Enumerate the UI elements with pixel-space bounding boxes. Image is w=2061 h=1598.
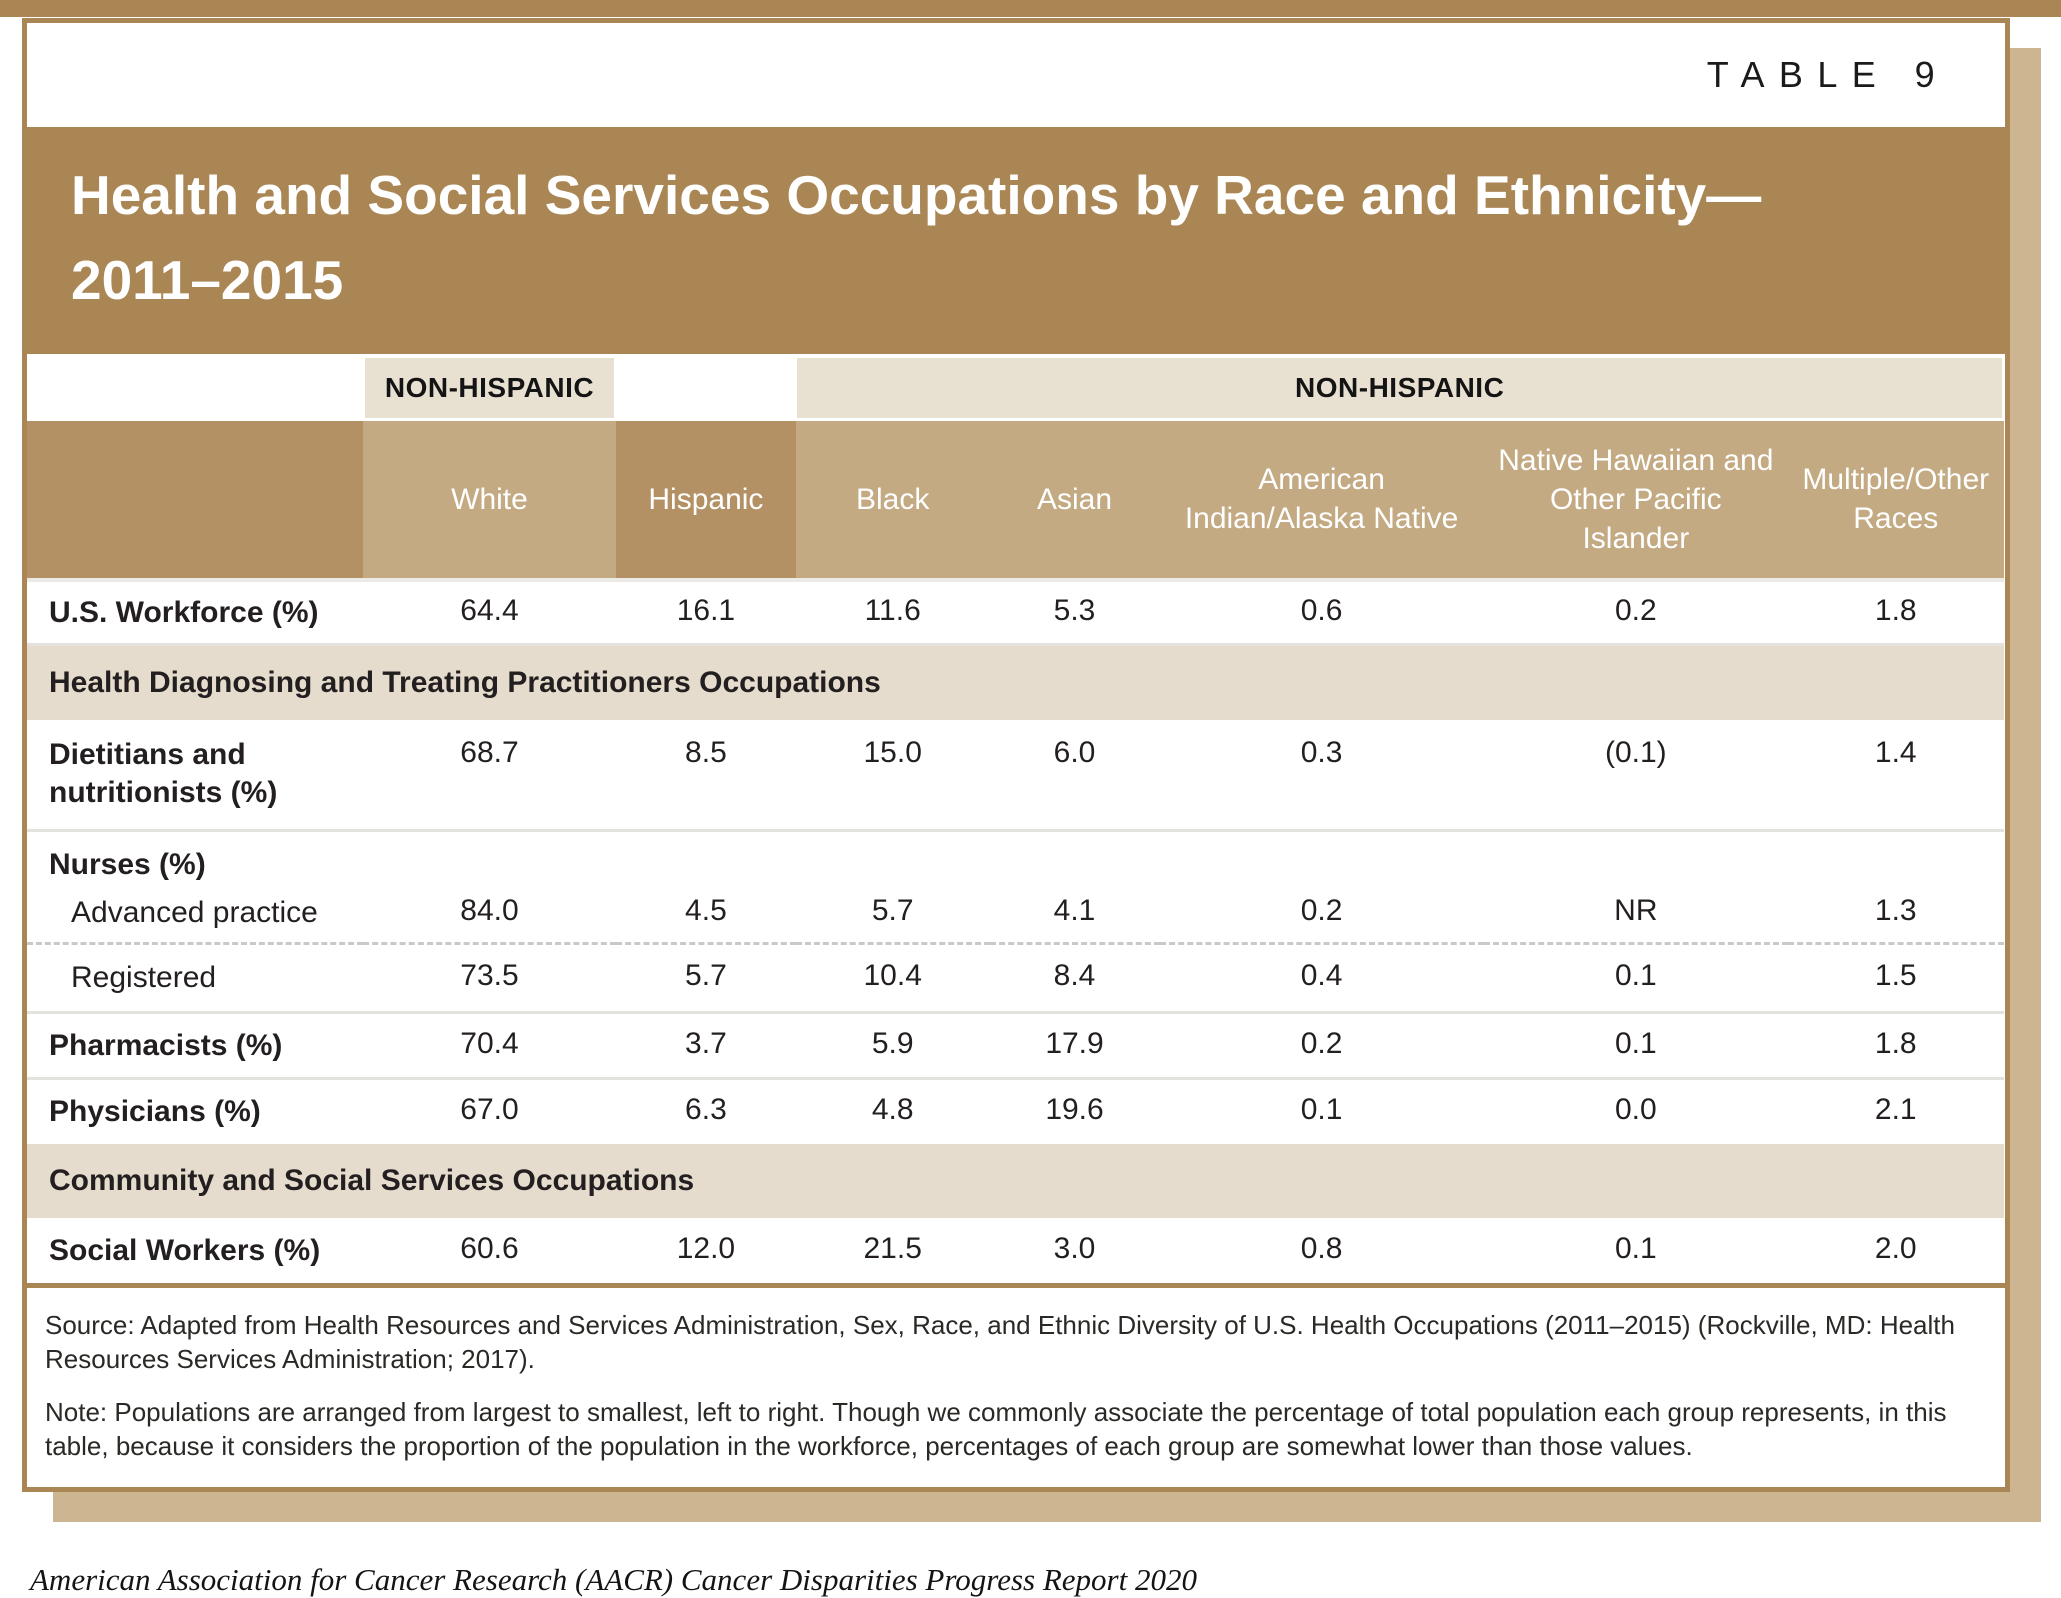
table-row-social-workers	[27, 1218, 2004, 1284]
cell-value: 0.0	[1484, 1079, 1788, 1144]
cell-value: 84.0	[363, 886, 616, 944]
column-header-hispanic: Hispanic	[616, 420, 796, 580]
cell-value: 5.7	[796, 886, 990, 944]
cell-value: 1.8	[1788, 580, 2003, 645]
cell-value: 12.0	[616, 1218, 796, 1284]
column-header-white: White	[363, 420, 616, 580]
cell-value: 8.5	[616, 720, 796, 831]
section-header-label: Health Diagnosing and Treating Practitioners Occupations	[27, 645, 2004, 721]
section-header-health-practitioners	[27, 645, 2004, 721]
cell-value: 6.0	[990, 720, 1160, 831]
group-header-non-hispanic-left: NON-HISPANIC	[363, 356, 616, 420]
table-title-line-2: 2011–2015	[71, 249, 344, 312]
row-label: Social Workers (%)	[27, 1218, 363, 1284]
cell-value: 0.1	[1160, 1079, 1484, 1144]
row-label: Physicians (%)	[27, 1079, 363, 1144]
cell-value: 4.5	[616, 886, 796, 944]
column-header-american-indian-alaska-native: American Indian/Alaska Native	[1160, 420, 1484, 580]
table-notes-area	[27, 1283, 2005, 1487]
page-top-bar	[0, 0, 2061, 17]
column-header-black: Black	[796, 420, 990, 580]
section-header-community-social-services	[27, 1144, 2004, 1218]
column-header-row	[27, 420, 2004, 580]
cell-value: 15.0	[796, 720, 990, 831]
cell-value: 64.4	[363, 580, 616, 645]
table-row-us-workforce	[27, 580, 2004, 645]
cell-value: 70.4	[363, 1012, 616, 1079]
cell-value: 0.4	[1160, 944, 1484, 1013]
cell-value: (0.1)	[1484, 720, 1788, 831]
cell-value: 1.8	[1788, 1012, 2003, 1079]
cell-value: 4.8	[796, 1079, 990, 1144]
cell-value: 68.7	[363, 720, 616, 831]
cell-value: 0.1	[1484, 944, 1788, 1013]
table-row-physicians	[27, 1079, 2004, 1144]
cell-value: 0.1	[1484, 1218, 1788, 1284]
cell-value: 0.2	[1484, 580, 1788, 645]
row-label: Dietitians and nutritionists (%)	[27, 720, 363, 831]
row-label: Registered	[27, 944, 363, 1013]
row-label: Nurses (%)	[27, 831, 2004, 886]
cell-value: 0.3	[1160, 720, 1484, 831]
group-header-non-hispanic-right: NON-HISPANIC	[796, 356, 2004, 420]
column-header-multiple-other-races: Multiple/Other Races	[1788, 420, 2003, 580]
column-header-asian: Asian	[990, 420, 1160, 580]
cell-value: 5.7	[616, 944, 796, 1013]
cell-value: 2.1	[1788, 1079, 2003, 1144]
cell-value: 5.9	[796, 1012, 990, 1079]
cell-value: 6.3	[616, 1079, 796, 1144]
group-header-blank	[27, 356, 363, 420]
table-number-label: TABLE 9	[1706, 54, 1949, 95]
cell-value: 60.6	[363, 1218, 616, 1284]
table-title-line-1: Health and Social Services Occupations by Race and Ethnicity—	[71, 164, 1762, 226]
table-row-pharmacists	[27, 1012, 2004, 1079]
cell-value: 0.2	[1160, 1012, 1484, 1079]
cell-value: 1.5	[1788, 944, 2003, 1013]
table-row-nurses-advanced-practice	[27, 886, 2004, 944]
cell-value: 16.1	[616, 580, 796, 645]
table-card	[22, 18, 2010, 1492]
cell-value: 11.6	[796, 580, 990, 645]
row-label: Pharmacists (%)	[27, 1012, 363, 1079]
table-row-dietitians	[27, 720, 2004, 831]
cell-value: 17.9	[990, 1012, 1160, 1079]
section-header-label: Community and Social Services Occupations	[27, 1144, 2004, 1218]
cell-value: 0.6	[1160, 580, 1484, 645]
source-text: Source: Adapted from Health Resources and Services Administration, Sex, Race, and Ethnic Diversity of U.S. Health Occupations (2011–2015) (Rockville, MD: Health Resources Services Administration; 2017).	[45, 1310, 1955, 1375]
cell-value: 4.1	[990, 886, 1160, 944]
row-label: Advanced practice	[27, 886, 363, 944]
cell-value: 0.8	[1160, 1218, 1484, 1284]
cell-value: 3.7	[616, 1012, 796, 1079]
group-header-blank-hispanic	[616, 356, 796, 420]
cell-value: 19.6	[990, 1079, 1160, 1144]
row-label: U.S. Workforce (%)	[27, 580, 363, 645]
cell-value: 3.0	[990, 1218, 1160, 1284]
cell-value: 8.4	[990, 944, 1160, 1013]
cell-value: 73.5	[363, 944, 616, 1013]
cell-value: 0.2	[1160, 886, 1484, 944]
cell-value: NR	[1484, 886, 1788, 944]
table-row-nurses-group-label	[27, 831, 2004, 886]
cell-value: 21.5	[796, 1218, 990, 1284]
cell-value: 67.0	[363, 1079, 616, 1144]
cell-value: 0.1	[1484, 1012, 1788, 1079]
cell-value: 5.3	[990, 580, 1160, 645]
cell-value: 2.0	[1788, 1218, 2003, 1284]
cell-value: 1.3	[1788, 886, 2003, 944]
column-header-native-hawaiian-pacific-islander: Native Hawaiian and Other Pacific Islander	[1484, 420, 1788, 580]
table-title-band	[27, 127, 2005, 354]
cell-value: 10.4	[796, 944, 990, 1013]
occupations-table	[27, 354, 2005, 1284]
table-row-nurses-registered	[27, 944, 2004, 1013]
table-number-band	[27, 23, 2005, 127]
cell-value: 1.4	[1788, 720, 2003, 831]
ethnicity-group-header-row	[27, 356, 2004, 420]
report-footer-citation: American Association for Cancer Research (AACR) Cancer Disparities Progress Report 2020	[30, 1562, 1197, 1598]
column-header-occupation	[27, 420, 363, 580]
note-text: Note: Populations are arranged from largest to smallest, left to right. Though we commonly associate the percentage of total population each group represents, in this table, because it considers the proportion of the population in the workforce, percentages of each group are somewhat lower than those values.	[45, 1396, 1947, 1461]
